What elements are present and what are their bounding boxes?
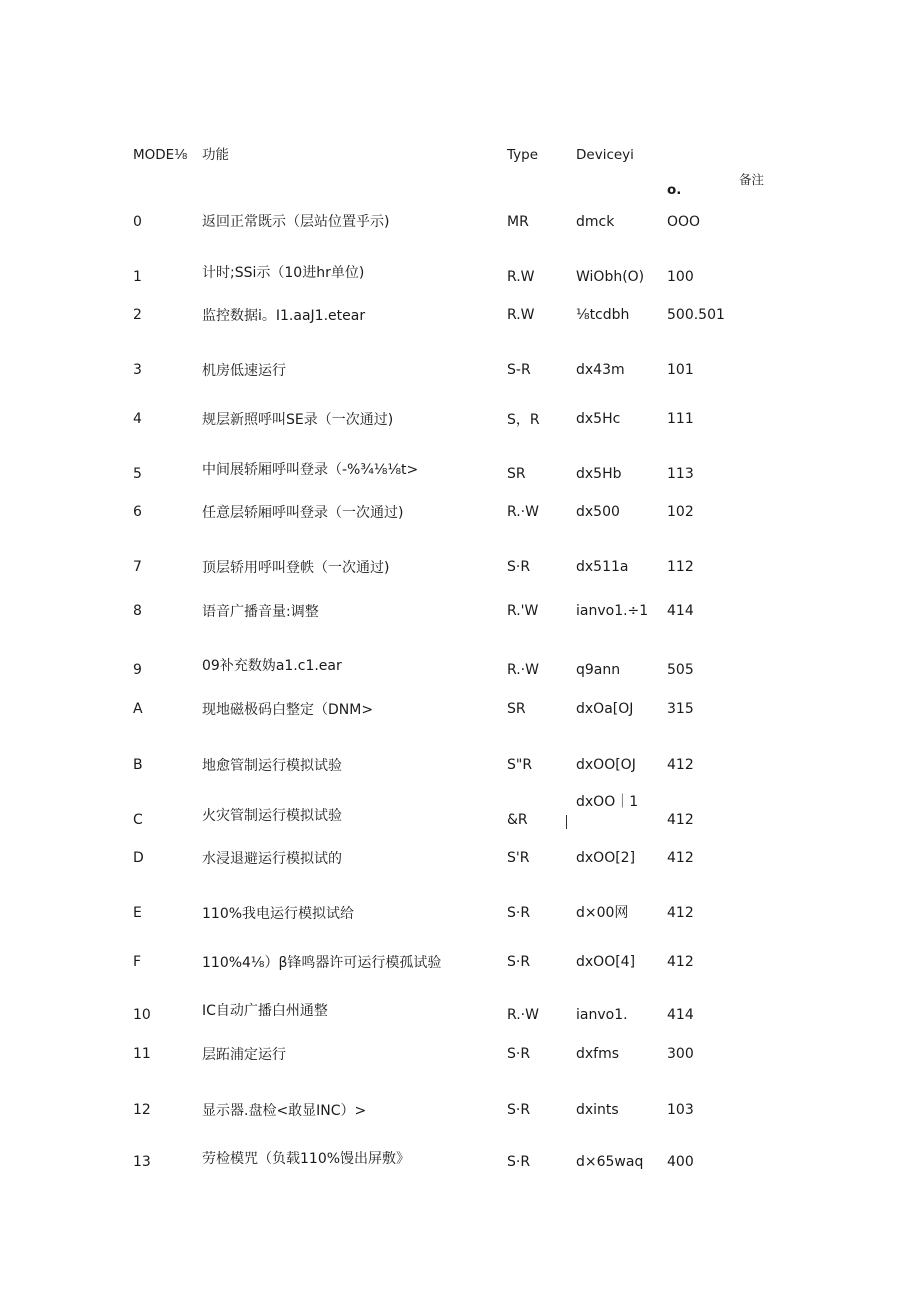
header-device: Deviceyi <box>576 147 634 163</box>
row-type: S·R <box>507 954 531 970</box>
row-function: 中间展轿厢呼叫登录（-%¾⅛⅛t> <box>202 462 419 478</box>
row-type: R.W <box>507 269 535 285</box>
row-no: 414 <box>667 603 694 619</box>
row-no: 412 <box>667 850 694 866</box>
row-function: 110%我电运行模拟试给 <box>202 906 355 922</box>
row-device: dx5Hb <box>576 466 622 482</box>
row-no: 400 <box>667 1154 694 1170</box>
row-type: R.·W <box>507 1007 539 1023</box>
row-function: 机房低速运行 <box>202 363 286 379</box>
row-device: ianvo1. <box>576 1007 628 1023</box>
row-function: 层跖浦定运行 <box>202 1047 286 1063</box>
row-type: R.·W <box>507 662 539 678</box>
row-no: 500.501 <box>667 307 725 323</box>
row-function: 语音广播音量:调整 <box>202 604 319 620</box>
row-no: 113 <box>667 466 694 482</box>
header-no: o. <box>667 182 682 198</box>
row-function: 火灾管制运行模拟试验 <box>202 808 342 824</box>
row-device: q9ann <box>576 662 621 678</box>
row-type: S，R <box>507 412 540 428</box>
row-no: 103 <box>667 1102 694 1118</box>
row-device: dx500 <box>576 504 620 520</box>
header-mode: MODE⅛ <box>133 147 188 163</box>
row-function: 水浸退避运行模拟试的 <box>202 851 342 867</box>
header-type: Type <box>507 147 539 163</box>
row-function: 劳检模咒（负载110%馒出屏敷》 <box>202 1151 411 1167</box>
row-function: 计时;SSi示（10进hr单位) <box>202 265 365 281</box>
row-no: 102 <box>667 504 694 520</box>
row-mode: 13 <box>133 1154 151 1170</box>
row-device: dx5Hc <box>576 411 621 427</box>
row-device: dxOO[4] <box>576 954 636 970</box>
row-device: dxOO[OJ <box>576 757 636 773</box>
row-mode: 6 <box>133 504 142 520</box>
row-device: dxints <box>576 1102 619 1118</box>
row-device: ianvo1.÷1 <box>576 603 649 619</box>
row-device: d×65waq <box>576 1154 644 1170</box>
row-mode: 10 <box>133 1007 151 1023</box>
row-no: 315 <box>667 701 694 717</box>
row-function: 现地磁极码白整定（DNM> <box>202 702 374 718</box>
row-mode: 12 <box>133 1102 151 1118</box>
row-mode: D <box>133 850 144 866</box>
row-type: SR <box>507 466 526 482</box>
row-mode: 4 <box>133 411 142 427</box>
row-type: S-R <box>507 362 531 378</box>
row-no: 101 <box>667 362 694 378</box>
row-type: R.W <box>507 307 535 323</box>
row-device: dx511a <box>576 559 629 575</box>
row-no: 412 <box>667 757 694 773</box>
row-no: 300 <box>667 1046 694 1062</box>
row-type: S"R <box>507 757 533 773</box>
row-no: 111 <box>667 411 694 427</box>
row-no: 112 <box>667 559 694 575</box>
row-device: WiObh(O) <box>576 269 645 285</box>
row-type: S'R <box>507 850 530 866</box>
row-no: 100 <box>667 269 694 285</box>
header-note: 备注 <box>739 172 765 187</box>
row-function: 09补充数妫a1.c1.ear <box>202 658 342 674</box>
row-device: dx43m <box>576 362 625 378</box>
row-type: SR <box>507 701 526 717</box>
table-rule <box>566 815 567 829</box>
row-mode: E <box>133 905 142 921</box>
row-device: dmck <box>576 214 615 230</box>
row-type: S·R <box>507 1046 531 1062</box>
header-function: 功能 <box>202 147 229 163</box>
row-no: 412 <box>667 812 694 828</box>
row-type: S·R <box>507 905 531 921</box>
row-mode: B <box>133 757 143 773</box>
row-mode: 5 <box>133 466 142 482</box>
row-no: OOO <box>667 214 701 230</box>
row-device: dxOa[OJ <box>576 701 634 717</box>
row-device: dxOO[2] <box>576 850 636 866</box>
row-mode: 3 <box>133 362 142 378</box>
row-type: &R <box>507 812 528 828</box>
row-mode: 1 <box>133 269 142 285</box>
row-function: IC自动广播白州通整 <box>202 1003 328 1019</box>
row-mode: A <box>133 701 143 717</box>
row-function: 规层新照呼叫SE录（一次通过) <box>202 412 394 428</box>
row-function: 110%4⅛）β锋鸣器许可运行模孤试验 <box>202 955 442 971</box>
row-function: 返回正常既示（层站位置乎示) <box>202 214 390 230</box>
row-no: 412 <box>667 954 694 970</box>
row-type: S·R <box>507 1102 531 1118</box>
row-mode: 9 <box>133 662 142 678</box>
row-device: dxfms <box>576 1046 620 1062</box>
row-no: 505 <box>667 662 694 678</box>
row-type: R.·W <box>507 504 539 520</box>
row-mode: 7 <box>133 559 142 575</box>
row-function: 监控数据i。I1.aaJ1.etear <box>202 308 366 324</box>
row-no: 414 <box>667 1007 694 1023</box>
row-function: 显示器.盘检<敢显INC）> <box>202 1103 367 1119</box>
row-mode: 8 <box>133 603 142 619</box>
row-mode: C <box>133 812 143 828</box>
row-device: d×00网 <box>576 905 629 921</box>
row-type: MR <box>507 214 529 230</box>
row-device: dxOO｜1 <box>576 794 639 810</box>
row-mode: F <box>133 954 142 970</box>
row-mode: 0 <box>133 214 142 230</box>
row-function: 任意层轿厢呼叫登录（一次通过) <box>202 505 404 521</box>
row-function: 顶层轿用呼叫登帙（一次通过) <box>202 560 390 576</box>
row-function: 地愈管制运行模拟试验 <box>202 758 342 774</box>
row-type: S·R <box>507 1154 531 1170</box>
row-device: ⅛tcdbh <box>576 307 630 323</box>
row-type: R.'W <box>507 603 539 619</box>
row-no: 412 <box>667 905 694 921</box>
row-mode: 2 <box>133 307 142 323</box>
row-mode: 11 <box>133 1046 151 1062</box>
row-type: S·R <box>507 559 531 575</box>
